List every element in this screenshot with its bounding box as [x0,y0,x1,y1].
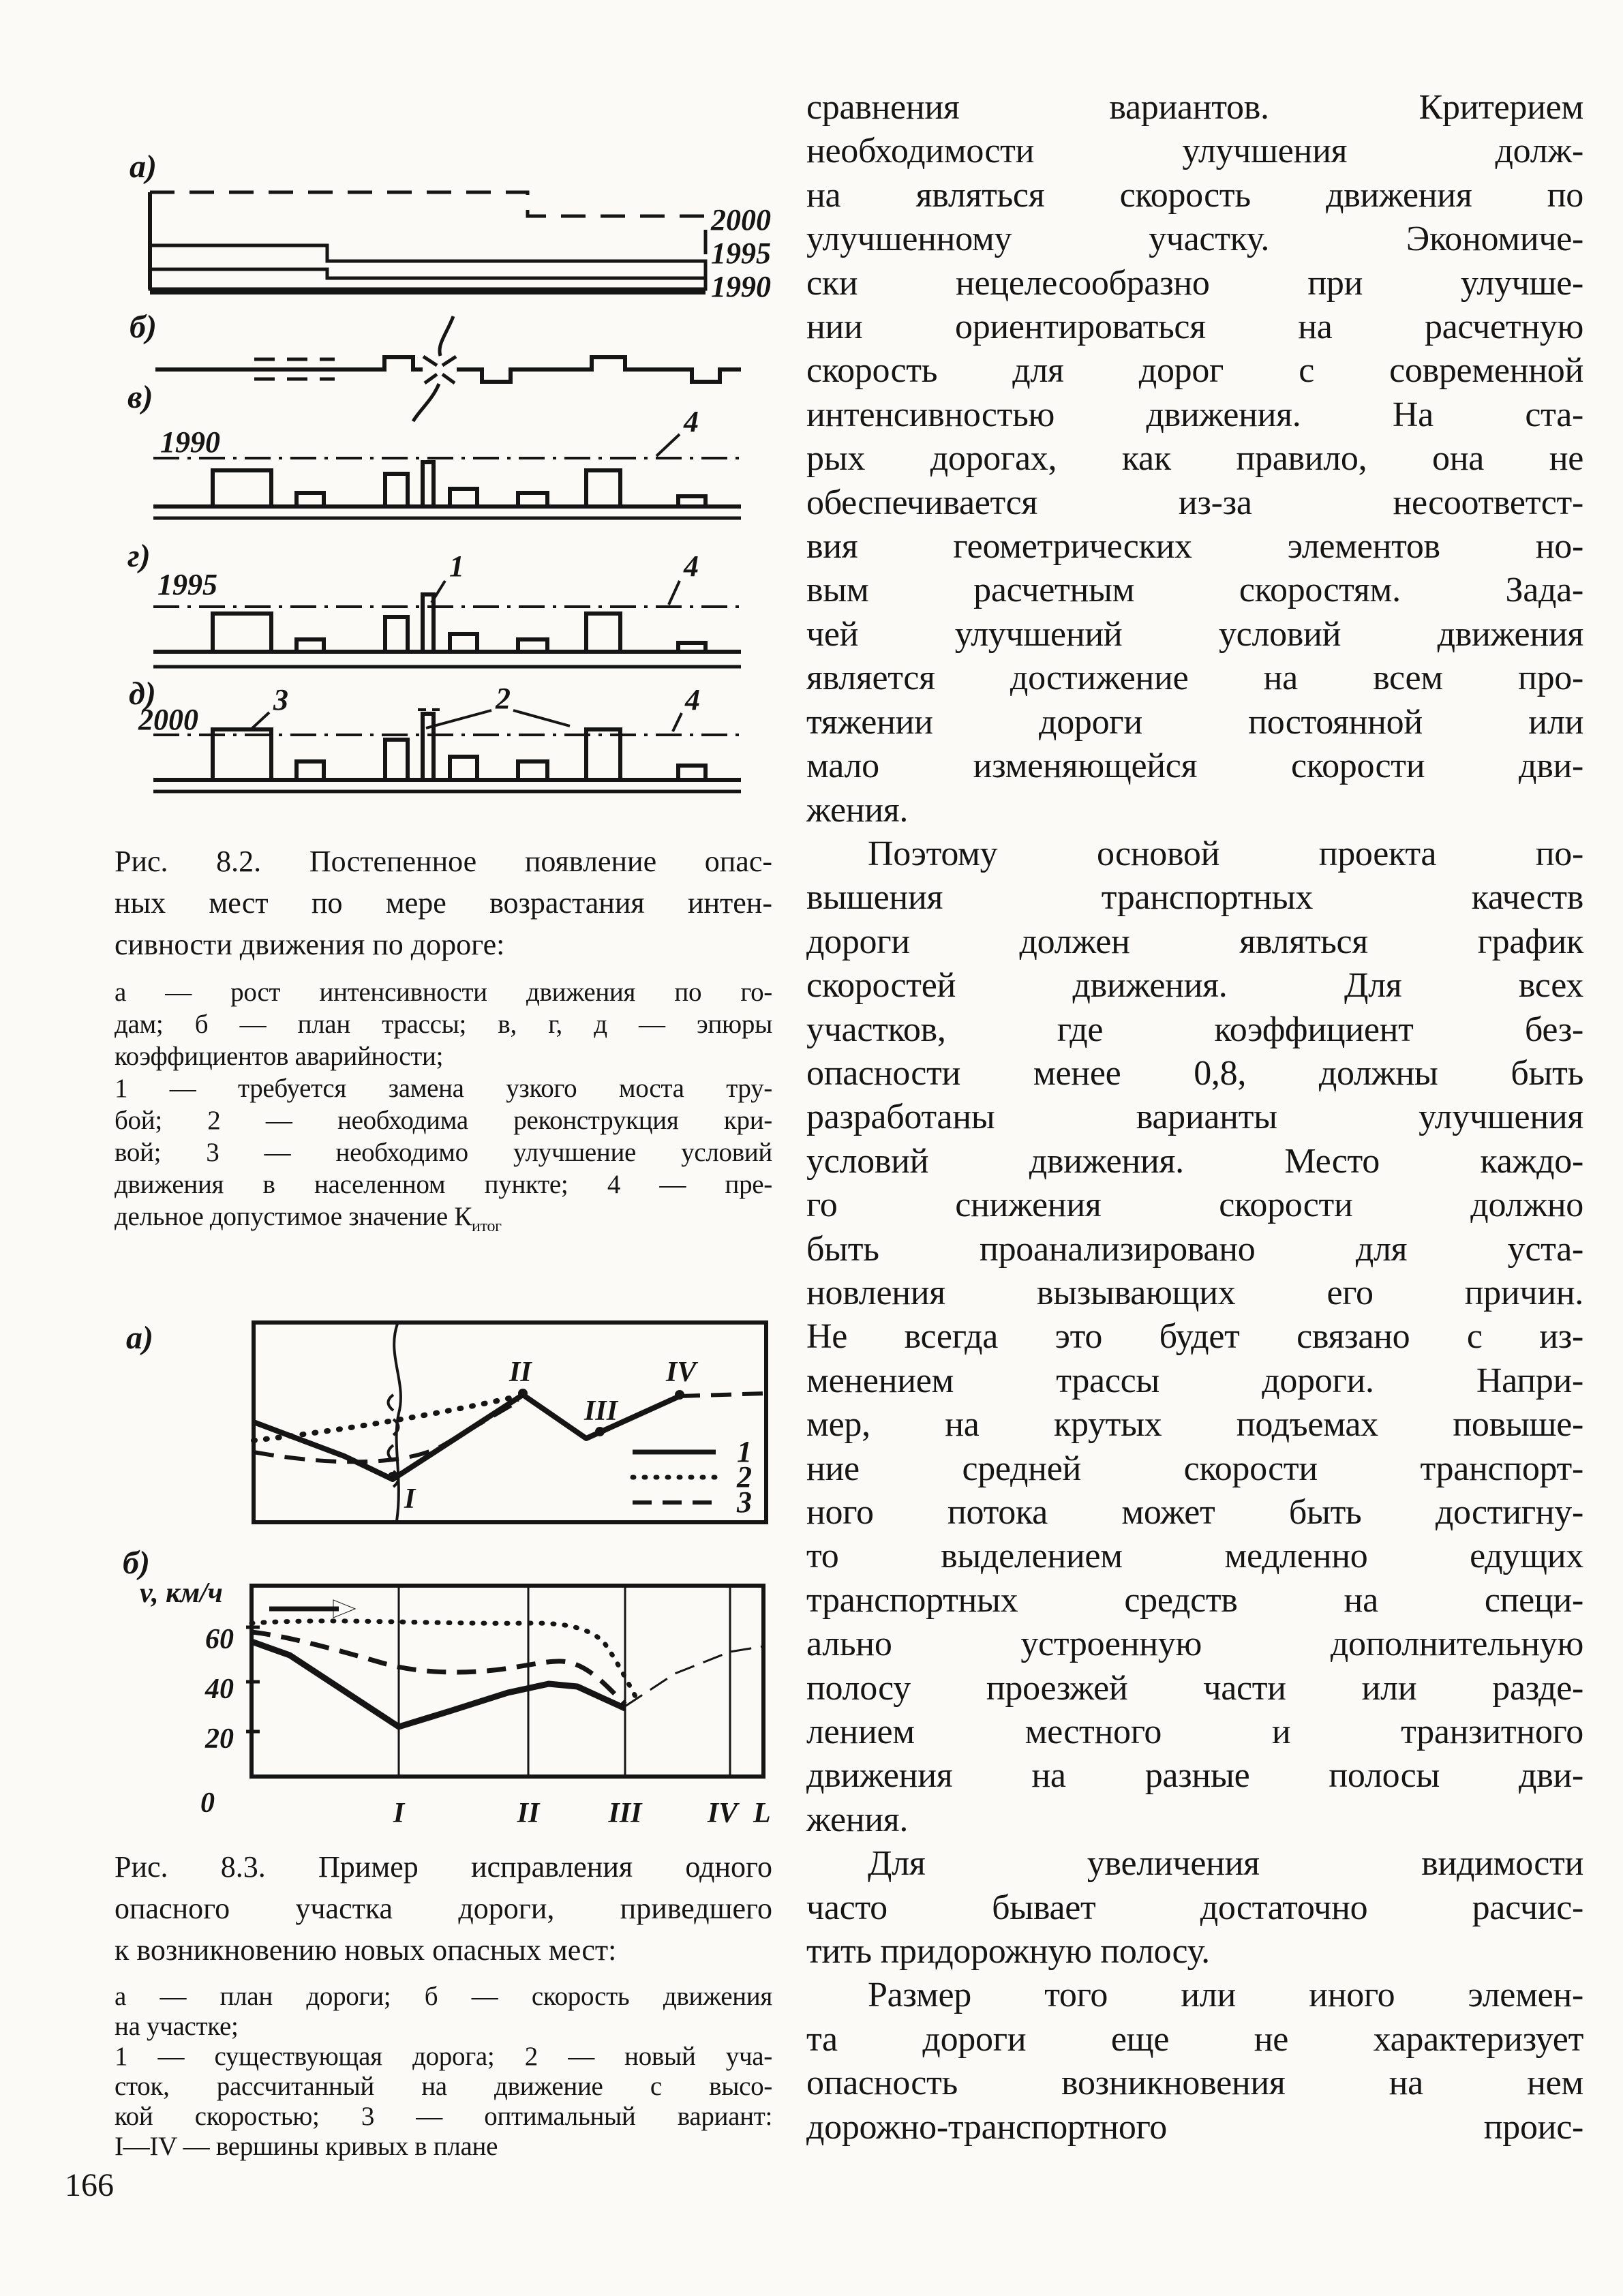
body-text-line: участков, где коэффициент без- [806,1010,1583,1049]
body-text-line: опасность возникновения на нем [806,2064,1583,2103]
panel-v-label: в) [127,379,153,415]
narrow-bridge-mark-bottom [425,374,455,383]
body-text-line: ние средней скорости транспорт- [806,1449,1583,1488]
body-text-line: условий движения. Место каждо- [806,1141,1583,1181]
vertex-IV-label: IV [666,1357,697,1388]
body-text-line: тить придорожную полосу. [806,1932,1210,1972]
body-text-line: вышения транспортных качеств [806,878,1583,918]
xtick-IV: IV [707,1798,738,1829]
accident-profile-1995 [153,594,741,652]
caption-line: I—IV — вершины кривых в плане [115,2132,498,2161]
panel-a-label: а) [126,1320,153,1356]
band-2000-dashed-outline [150,192,706,261]
caption-line: опасного участка дороги, приведшего [115,1892,772,1925]
panel-a-label: а) [130,149,157,185]
x-origin-0: 0 [200,1787,215,1819]
profile-year-1990: 1990 [160,425,220,459]
body-text-line: вия геометрических элементов но- [806,527,1583,567]
speed-curve-1-solid [252,1642,625,1727]
caption-line: дельное допустимое значение $К_{итог}$ [115,1202,502,1235]
year-1990-label: 1990 [711,270,771,303]
body-text-line: улучшенному участку. Экономиче- [806,220,1583,259]
callout-3-d: 3 [273,683,288,716]
callout-4-g: 4 [684,549,699,583]
ytick-40: 40 [205,1674,234,1705]
y-axis-title: v, км/ч [140,1577,223,1609]
caption-line: Рис. 8.3. Пример исправления одного [115,1850,772,1884]
vertex-dot-IV [675,1390,684,1400]
body-text-line: опасности менее 0,8, должны быть [806,1053,1583,1093]
caption-line: ных мест по мере возрастания интен- [115,886,772,920]
body-text-line: мало изменяющейся скорости дви- [806,746,1583,786]
fig83-panel-b [123,1545,771,1829]
body-text-line: Не всегда это будет связано с из- [806,1317,1583,1357]
ytick-60: 60 [205,1624,234,1655]
body-text-line: лением местного и транзитного [806,1712,1583,1752]
speed-curve-tail-thin [625,1646,763,1706]
caption-line: а — рост интенсивности движения по го- [115,978,772,1007]
figure-8-2-caption [115,841,772,1243]
callout-4-d: 4 [685,683,700,716]
section-lines [399,1586,730,1777]
route-exit-dash [680,1393,765,1396]
body-text-line: является достижение на всем про- [806,659,1583,698]
body-text-line: нии ориентироваться на расчетную [806,307,1583,347]
xtick-II: II [517,1798,540,1829]
body-text-line: на являться скорость движения по [806,175,1583,215]
panel-d-label: д) [129,676,156,712]
body-text-line: необходимости улучшения долж- [806,132,1583,171]
body-text-line: интенсивностью движения. На ста- [806,395,1583,434]
caption-line: коэффициентов аварийности; [115,1042,444,1071]
figure-8-3-caption-title [115,1846,772,1971]
narrow-bridge-mark-top [423,357,456,365]
body-text-line: то выделением медленно едущих [806,1537,1583,1576]
ytick-20: 20 [205,1723,234,1755]
vertex-dot-III [595,1427,605,1436]
body-text-line: транспортных средств на специ- [806,1580,1583,1620]
body-text-line: сравнения вариантов. Критерием [806,88,1583,127]
caption-line: вой; 3 — необходимо улучшение условий [115,1138,772,1167]
body-text-line: ски нецелесообразно при улучше- [806,263,1583,303]
fig82-panel-v [127,379,741,518]
body-text-line: Для увеличения видимости [868,1844,1583,1884]
fig83-panel-a [126,1320,766,1522]
body-text-column [806,86,1583,2149]
caption-line: бой; 2 — необходима реконструкция кри- [115,1106,772,1135]
vertex-dot-I [388,1472,397,1481]
caption-line: на участке; [115,2012,239,2041]
body-text-line: мер, на крутых подъемах повыше- [806,1405,1583,1445]
legend-label-2: 2 [737,1460,752,1494]
route-3-optimal [254,1400,520,1462]
callout-1-g: 1 [449,549,464,583]
figure-8-3-caption [115,1846,772,2162]
body-text-line: скорость для дорог с современной [806,351,1583,391]
fig82-panel-d [129,676,741,791]
xtick-I: I [393,1798,405,1829]
caption-line: 1 — требуется замена узкого моста тру- [115,1074,772,1103]
profile-year-1995: 1995 [157,568,217,601]
body-text-line: ально устроенную дополнительную [806,1625,1583,1664]
year-1995-label: 1995 [711,237,771,270]
caption-line: дам; б — план трассы; в, г, д — эпюры [115,1010,772,1039]
caption-line: 1 — существующая дорога; 2 — новый уча- [115,2042,772,2071]
body-text-line: вым расчетным скоростям. Зада- [806,571,1583,610]
body-text-line: го снижения скорости должно [806,1185,1583,1225]
body-text-line: Поэтому основой проекта по- [868,834,1583,873]
vertex-III-label: III [584,1395,618,1427]
caption-line: движения в населенном пункте; 4 — пре- [115,1170,772,1199]
plan-frame [254,1323,766,1522]
body-text-line: дороги должен являться график [806,922,1583,961]
route-2-new-section [254,1396,519,1440]
body-text-line: менением трассы дороги. Напри- [806,1361,1583,1400]
page-number: 166 [65,2167,114,2203]
fig82-panel-a [130,149,771,303]
figure-8-2 [58,65,784,801]
body-text-line: жения. [806,790,909,830]
xtick-L: L [753,1798,771,1829]
band-1995-hatched [150,245,706,278]
body-text-line: скоростей движения. Для всех [806,966,1583,1006]
profile-year-2000: 2000 [138,703,198,736]
river-line-upper [440,316,453,356]
caption-line: а — план дороги; б — скорость движения [115,1982,772,2011]
vertex-dot-II [518,1389,528,1398]
figure-8-3-caption-legend [115,1982,772,2162]
caption-line: сивности движения по дороге: [115,928,505,961]
body-text-line: жения. [806,1800,909,1839]
body-text-line: быть проанализировано для уста- [806,1229,1583,1269]
road-plan-line-right [457,357,741,382]
body-text-line: тяжении дороги постоянной или [806,702,1583,742]
plan-legend [633,1435,752,1519]
figure-8-2-caption-title [115,841,772,965]
body-text-line: дорожно-транспортного проис- [806,2107,1583,2147]
body-text-line: та дороги еще не характеризует [806,2019,1583,2059]
callout-4-v: 4 [684,405,699,438]
legend-label-1: 1 [737,1435,752,1468]
year-2000-label: 2000 [711,203,771,237]
body-text-line: Размер того или иного элемен- [868,1976,1583,2015]
caption-line: кой скоростью; 3 — оптимальный вариант: [115,2102,772,2131]
caption-line: Рис. 8.2. Постепенное появление опас- [115,845,772,878]
panel-g-label: г) [127,538,151,574]
body-text-line: часто бывает достаточно расчис- [806,1888,1583,1927]
river-line-lower [413,384,439,421]
body-text-line: чей улучшений условий движения [806,614,1583,654]
caption-line: сток, рассчитанный на движение с высо- [115,2072,772,2101]
callout-2-d: 2 [496,682,511,715]
legend-label-3: 3 [737,1485,752,1519]
accident-profile-1990 [153,462,741,507]
band-1990-crosshatched [150,269,706,289]
callout-4-v-leader [656,434,680,456]
panel-b-label: б) [130,309,157,345]
body-text-line: обеспечивается из-за несоответст- [806,483,1583,522]
callout-4-d-leader [673,713,682,731]
xtick-III: III [608,1798,642,1829]
body-text-line: рых дорогах, как правило, она не [806,439,1583,479]
fig82-panel-g [127,538,741,667]
panel-b-label: б) [123,1545,150,1581]
callout-4-g-leader [669,581,680,605]
body-text-line: движения на разные полосы дви- [806,1756,1583,1796]
figure-8-3 [58,1280,784,1854]
vertex-II-label: II [509,1357,532,1388]
fig82-panel-b [130,309,741,421]
body-text-line: новления вызывающих его причин. [806,1273,1583,1312]
vertex-I-label: I [404,1483,416,1515]
body-text-line: полосу проезжей части или разде- [806,1668,1583,1708]
caption-line: к возникновению новых опасных мест: [115,1933,617,1967]
body-text-line: разработаны варианты улучшения [806,1098,1583,1137]
body-text-line: ного потока может быть достигну- [806,1493,1583,1532]
figure-8-2-caption-legend [115,976,772,1243]
